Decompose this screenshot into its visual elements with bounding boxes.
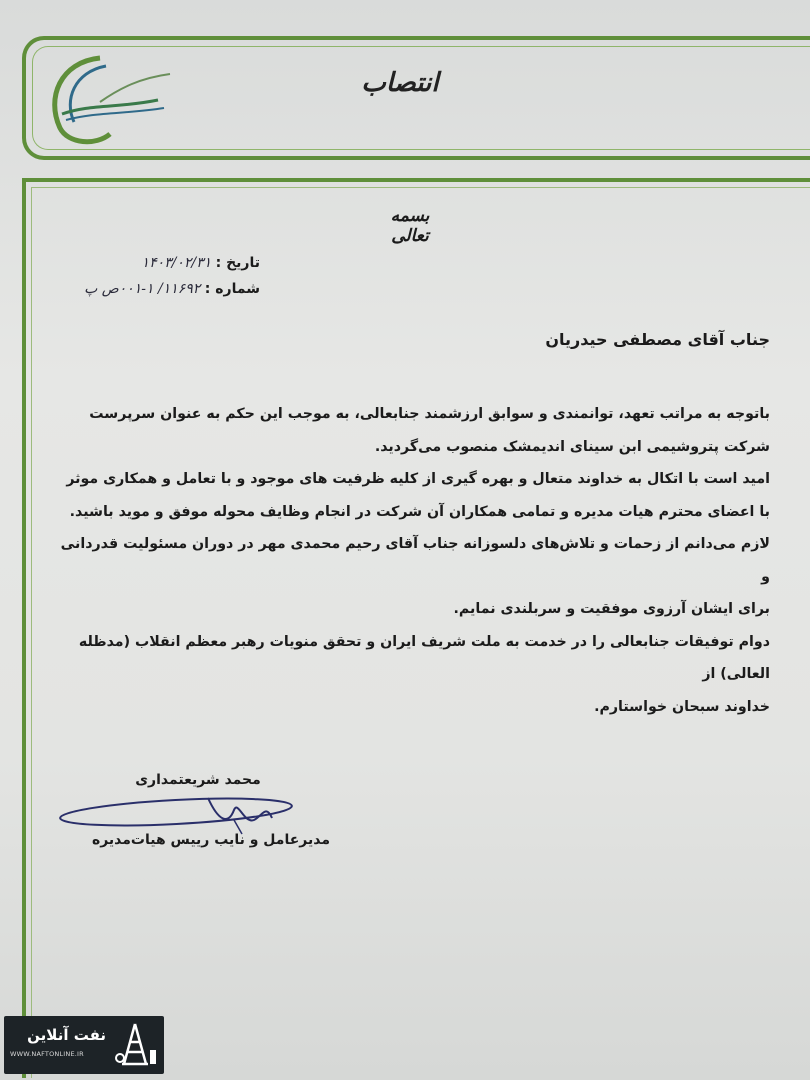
number-label: شماره :: [204, 281, 260, 297]
recipient: جناب آقای مصطفی حیدریان: [545, 330, 770, 349]
date-row: [70, 250, 260, 276]
number-row: [70, 276, 260, 302]
body-line: لازم می‌دانم از زحمات و تلاش‌های دلسوزانه جناب آقای رحیم محمدی مهر در دوران مسئولیت قدردانی و: [60, 536, 770, 585]
signatory-title: مدیرعامل و نایب رییس هیات‌مدیره: [91, 832, 330, 848]
signatory-name: محمد شریعتمداری: [135, 772, 261, 788]
body-line: باتوجه به مراتب تعهد، توانمندی و سوابق ارزشمند جنابعالی، به موجب این حکم به عنوان سرپرست: [89, 406, 770, 422]
body-line: دوام توفیقات جنابعالی را در خدمت به ملت شریف ایران و تحقق منویات رهبر معظم انقلاب (مدظله العالی) از: [78, 633, 770, 682]
oil-derrick-logo-icon: [110, 1020, 160, 1070]
body-line: خداوند سبحان خواستارم.: [594, 698, 770, 715]
letter-meta: [70, 250, 260, 302]
body-line: با اعضای محترم هیات مدیره و تمامی همکاران آن شرکت در انجام وظایف محوله موفق و موید باشید.: [69, 503, 770, 520]
body-line: برای ایشان آرزوی موفقیت و سربلندی نمایم.: [453, 601, 770, 617]
watermark-name: نفت آنلاین: [27, 1026, 106, 1044]
body-line: شرکت پتروشیمی ابن سینای اندیمشک منصوب می‌گردید.: [374, 438, 770, 455]
date-label: تاریخ :: [215, 255, 260, 271]
date-value: ۱۴۰۳/۰۲/۳۱: [141, 255, 212, 271]
basmala: بسمه تعالی: [390, 206, 430, 246]
letter-body: [50, 398, 770, 723]
number-value: ۱۱۶۹۲/ ۱-۰۰۱ص پ: [84, 281, 201, 297]
watermark-url: WWW.NAFTONLINE.IR: [10, 1050, 84, 1058]
company-logo-icon: [40, 48, 180, 148]
body-line: امید است با اتکال به خداوند متعال و بهره گیری از کلیه ظرفیت های موجود و با تعامل و همکاری موثر: [66, 471, 770, 487]
header-title: انتصاب: [361, 68, 439, 98]
